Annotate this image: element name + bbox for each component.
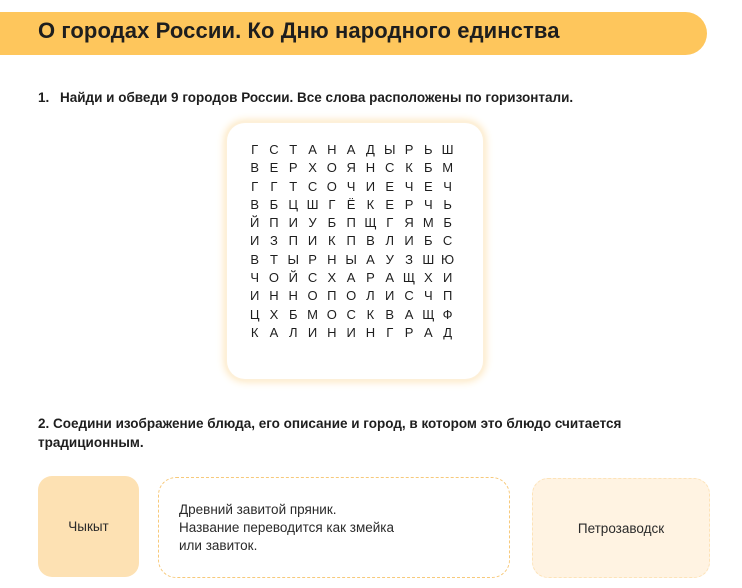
grid-letter[interactable]: П	[442, 288, 453, 304]
description-line: Древний завитой пряник.	[179, 501, 337, 517]
grid-letter[interactable]: Е	[423, 178, 433, 194]
grid-letter[interactable]: К	[366, 306, 375, 322]
grid-letter[interactable]: Е	[269, 160, 279, 176]
grid-letter[interactable]: О	[326, 178, 337, 194]
grid-letter[interactable]: П	[269, 215, 279, 231]
grid-letter[interactable]: Ю	[441, 251, 455, 267]
grid-letter[interactable]: Н	[327, 142, 337, 157]
grid-letter[interactable]: Ч	[423, 288, 433, 304]
grid-letter[interactable]: Н	[327, 324, 337, 340]
grid-letter[interactable]: Р	[288, 160, 298, 176]
grid-letter[interactable]: К	[366, 196, 375, 212]
grid-letter[interactable]: Ц	[249, 306, 260, 322]
grid-letter[interactable]: И	[249, 288, 260, 304]
grid-letter[interactable]: П	[327, 288, 337, 304]
grid-letter[interactable]: В	[250, 160, 259, 176]
grid-letter[interactable]: В	[250, 196, 259, 212]
grid-letter[interactable]: Ч	[250, 270, 259, 286]
grid-letter[interactable]: Щ	[364, 215, 377, 231]
grid-letter[interactable]: К	[250, 324, 259, 340]
grid-letter[interactable]: С	[385, 160, 395, 176]
grid-letter[interactable]: И	[346, 324, 356, 340]
grid-letter[interactable]: Е	[385, 196, 395, 212]
grid-letter[interactable]: Ш	[306, 196, 319, 212]
grid-letter[interactable]: И	[288, 215, 298, 231]
grid-letter[interactable]: Б	[424, 160, 433, 176]
grid-letter[interactable]: И	[385, 288, 395, 304]
grid-letter[interactable]: С	[346, 306, 356, 322]
grid-letter[interactable]: Ч	[423, 196, 433, 212]
grid-letter[interactable]: Й	[288, 270, 298, 286]
grid-letter[interactable]: А	[346, 142, 356, 157]
grid-letter[interactable]: Й	[249, 215, 260, 231]
grid-letter[interactable]: П	[346, 215, 356, 231]
grid-letter[interactable]: О	[346, 288, 357, 304]
grid-letter[interactable]: Б	[424, 233, 433, 249]
grid-letter[interactable]: Х	[269, 306, 279, 322]
dish-card[interactable]	[38, 476, 139, 577]
grid-letter[interactable]: С	[269, 142, 279, 157]
grid-letter[interactable]: Г	[328, 196, 336, 212]
grid-letter[interactable]: И	[307, 233, 318, 249]
grid-letter[interactable]: П	[346, 233, 356, 249]
grid-letter[interactable]: Х	[327, 270, 337, 286]
grid-letter[interactable]: Ц	[288, 196, 299, 212]
grid-letter[interactable]: Ч	[404, 178, 414, 194]
grid-letter[interactable]: О	[326, 160, 337, 176]
grid-letter[interactable]: Р	[404, 324, 414, 340]
grid-letter[interactable]: Ы	[383, 142, 396, 157]
grid-letter[interactable]: Г	[251, 142, 259, 157]
wordsearch-box	[227, 123, 483, 379]
grid-letter[interactable]: А	[308, 142, 317, 157]
title-banner	[0, 12, 707, 55]
grid-letter[interactable]: Д	[443, 324, 453, 340]
task-1-instruction	[38, 90, 573, 105]
grid-letter[interactable]: Б	[327, 215, 337, 231]
grid-letter[interactable]: С	[404, 288, 414, 304]
description-card[interactable]	[158, 477, 510, 578]
grid-letter[interactable]: О	[307, 288, 318, 304]
grid-letter[interactable]: М	[442, 160, 454, 176]
grid-letter[interactable]: А	[385, 270, 395, 286]
grid-letter[interactable]: И	[404, 233, 414, 249]
grid-letter[interactable]: Р	[366, 270, 375, 286]
grid-letter[interactable]: Х	[423, 270, 433, 286]
grid-letter[interactable]: М	[307, 306, 318, 322]
grid-letter[interactable]: Г	[386, 215, 394, 231]
grid-letter[interactable]: Л	[288, 324, 298, 340]
grid-letter[interactable]: Я	[404, 215, 414, 231]
city-card[interactable]	[532, 478, 710, 578]
grid-letter[interactable]: Щ	[402, 270, 416, 286]
grid-letter[interactable]: Н	[288, 288, 298, 304]
grid-letter[interactable]: Г	[270, 178, 278, 194]
city-name: Петрозаводск	[577, 520, 665, 536]
grid-letter[interactable]: В	[385, 306, 395, 322]
grid-letter[interactable]: К	[405, 160, 413, 176]
grid-letter[interactable]: Я	[346, 160, 356, 176]
task-1-number: 1.	[38, 90, 50, 105]
dish-name: Чыкыт	[68, 519, 109, 534]
grid-letter[interactable]: В	[366, 233, 375, 249]
grid-letter[interactable]: В	[250, 251, 259, 267]
grid-letter[interactable]: Ё	[346, 196, 356, 212]
grid-letter[interactable]: Н	[365, 160, 376, 176]
grid-letter[interactable]: У	[308, 215, 317, 231]
grid-letter[interactable]: Б	[269, 196, 279, 212]
grid-letter[interactable]: Р	[404, 142, 414, 157]
grid-letter[interactable]: Е	[385, 178, 395, 194]
grid-letter[interactable]: Б	[288, 306, 298, 322]
grid-letter[interactable]: П	[288, 233, 298, 249]
grid-letter[interactable]: Н	[365, 324, 376, 340]
grid-letter[interactable]: Ь	[443, 196, 452, 212]
grid-letter[interactable]: И	[249, 233, 260, 249]
grid-letter[interactable]: И	[307, 324, 318, 340]
grid-letter[interactable]: Б	[443, 215, 452, 231]
description-text	[179, 501, 394, 555]
grid-letter[interactable]: А	[346, 270, 356, 286]
grid-letter[interactable]: З	[270, 233, 278, 249]
grid-letter[interactable]: Г	[251, 178, 259, 194]
grid-letter[interactable]: З	[405, 251, 413, 267]
grid-letter[interactable]: Н	[269, 288, 279, 304]
grid-letter[interactable]: М	[422, 215, 434, 231]
grid-letter[interactable]: А	[423, 324, 433, 340]
page-title: О городах России. Ко Дню народного единства	[38, 18, 560, 43]
task-2-instruction: 2. Соедини изображение блюда, его описание и город, в котором это блюдо считается традиционным.	[38, 416, 622, 450]
grid-letter[interactable]: С	[442, 233, 453, 249]
grid-letter[interactable]: Ш	[422, 251, 435, 267]
grid-letter[interactable]: У	[385, 251, 394, 267]
grid-letter[interactable]: А	[269, 324, 279, 340]
description-line: Название переводится как змейка	[179, 519, 395, 535]
grid-letter[interactable]: Р	[404, 196, 414, 212]
grid-letter[interactable]: Ш	[441, 142, 454, 157]
grid-letter[interactable]: Н	[327, 251, 337, 267]
grid-letter[interactable]: Д	[366, 142, 375, 157]
grid-letter[interactable]: А	[366, 251, 375, 267]
grid-letter[interactable]: Т	[289, 178, 298, 194]
grid-letter[interactable]: Ы	[287, 251, 299, 267]
description-line: или завиток.	[179, 537, 258, 553]
grid-letter[interactable]: А	[404, 306, 414, 322]
task-1-text: Найди и обведи 9 городов России. Все слова расположены по горизонтали.	[60, 90, 574, 105]
grid-letter[interactable]: С	[307, 270, 318, 286]
grid-letter[interactable]: Р	[308, 251, 317, 267]
grid-letter[interactable]: Л	[385, 233, 394, 249]
grid-letter[interactable]: Ь	[424, 142, 433, 157]
grid-letter[interactable]: О	[268, 270, 279, 286]
grid-letter[interactable]: О	[326, 306, 337, 322]
grid-letter[interactable]: Т	[289, 142, 298, 157]
grid-letter[interactable]: Ы	[345, 251, 357, 267]
grid-letter[interactable]: К	[328, 233, 336, 249]
grid-letter[interactable]: Щ	[422, 306, 435, 322]
grid-letter[interactable]: Ч	[443, 178, 452, 194]
grid-letter[interactable]: Л	[366, 288, 375, 304]
grid-letter[interactable]: Ч	[346, 178, 356, 194]
grid-letter[interactable]: Ф	[442, 306, 453, 322]
grid-letter[interactable]: И	[365, 178, 376, 194]
wordsearch-grid	[245, 141, 457, 342]
grid-letter[interactable]: С	[307, 178, 318, 194]
grid-letter[interactable]: И	[442, 270, 453, 286]
grid-letter[interactable]: Х	[308, 160, 317, 176]
grid-letter[interactable]: Т	[269, 251, 278, 267]
grid-letter[interactable]: Г	[386, 324, 394, 340]
